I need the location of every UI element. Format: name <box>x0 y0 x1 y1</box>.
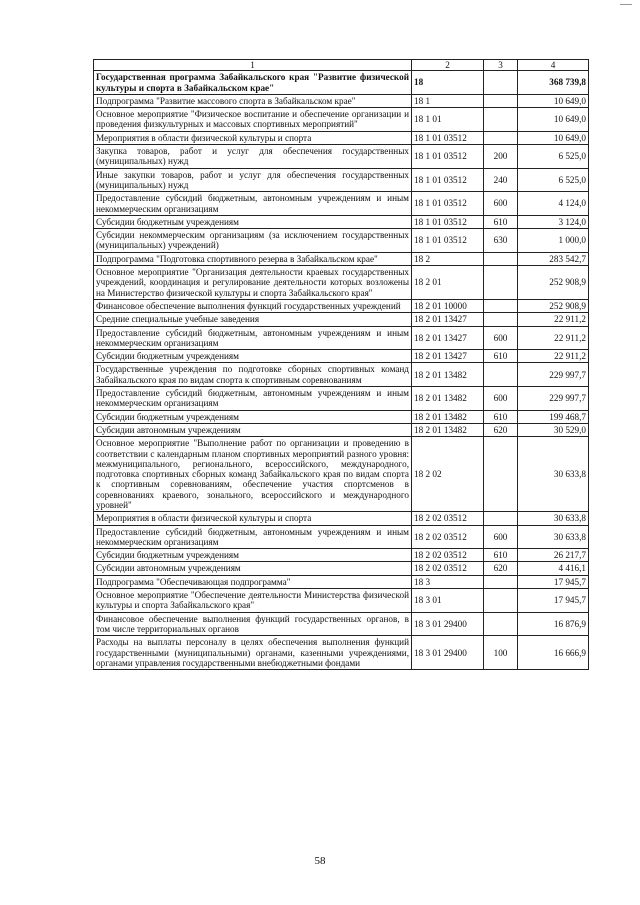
row-amount-cell: 17 945,7 <box>518 575 589 588</box>
table-row <box>94 525 589 549</box>
row-code-cell: 18 2 01 13482 <box>412 423 484 436</box>
row-code-cell: 18 1 01 03512 <box>412 192 484 216</box>
row-amount-cell: 22 911,2 <box>518 350 589 363</box>
row-amount-cell: 252 908,9 <box>518 299 589 312</box>
row-name-cell: Основное мероприятие "Организация деятельности краевых государственных учреждений, координация и регулирование деятельности которых возложены на Министерство физической культуры и спорта Забайкальского края" <box>94 266 412 300</box>
row-code-cell: 18 2 01 13427 <box>412 326 484 350</box>
row-code-cell: 18 2 01 13482 <box>412 363 484 387</box>
table-row <box>94 145 589 169</box>
table-row <box>94 549 589 562</box>
row-code-cell: 18 1 01 <box>412 108 484 132</box>
row-expense-type-cell: 610 <box>484 215 518 228</box>
row-amount-cell: 252 908,9 <box>518 266 589 300</box>
row-code-cell: 18 2 01 13427 <box>412 313 484 326</box>
row-expense-type-cell <box>484 575 518 588</box>
row-expense-type-cell <box>484 313 518 326</box>
row-expense-type-cell <box>484 94 518 107</box>
table-body <box>94 71 589 670</box>
row-expense-type-cell <box>484 299 518 312</box>
table-row <box>94 423 589 436</box>
row-expense-type-cell <box>484 437 518 512</box>
table-row <box>94 168 589 192</box>
row-expense-type-cell: 600 <box>484 192 518 216</box>
row-expense-type-cell <box>484 589 518 613</box>
table-row <box>94 387 589 411</box>
row-expense-type-cell <box>484 252 518 265</box>
row-name-cell: Финансовое обеспечение выполнения функций государственных учреждений <box>94 299 412 312</box>
row-expense-type-cell: 200 <box>484 145 518 169</box>
row-code-cell: 18 1 01 03512 <box>412 215 484 228</box>
row-code-cell: 18 3 01 29400 <box>412 612 484 636</box>
row-name-cell: Основное мероприятие "Физическое воспитание и обеспечение организации и проведения физкультурных и массовых спортивных мероприятий" <box>94 108 412 132</box>
row-name-cell: Субсидии некоммерческим организациям (за исключением государственных (муниципальных) учреждений) <box>94 229 412 253</box>
row-code-cell: 18 1 <box>412 94 484 107</box>
row-code-cell: 18 1 01 03512 <box>412 168 484 192</box>
table-row <box>94 410 589 423</box>
row-expense-type-cell <box>484 363 518 387</box>
row-name-cell: Мероприятия в области физической культуры и спорта <box>94 131 412 144</box>
row-amount-cell: 30 633,8 <box>518 525 589 549</box>
row-name-cell: Подпрограмма "Развитие массового спорта в Забайкальском крае" <box>94 94 412 107</box>
row-amount-cell: 4 416,1 <box>518 562 589 575</box>
row-name-cell: Субсидии автономным учреждениям <box>94 562 412 575</box>
row-code-cell: 18 3 01 <box>412 589 484 613</box>
table-row <box>94 192 589 216</box>
table-row <box>94 94 589 107</box>
row-code-cell: 18 2 02 03512 <box>412 525 484 549</box>
row-expense-type-cell: 100 <box>484 636 518 670</box>
row-code-cell: 18 2 01 13427 <box>412 350 484 363</box>
column-header: 1 <box>94 60 412 71</box>
table-row <box>94 562 589 575</box>
row-name-cell: Подпрограмма "Подготовка спортивного резерва в Забайкальском крае" <box>94 252 412 265</box>
table-row <box>94 350 589 363</box>
row-name-cell: Основное мероприятие "Выполнение работ по организации и проведению в соответствии с календарным планом спортивных мероприятий разного уровня: межмуниципального, регионального, всероссийского, международного, подготовка спортивных сборных команд Забайкальского края по видам спорта к спортивным соревнованиям, обеспечение участия спортсменов в соревнованиях краевого, зонального, всероссийского и международного уровней" <box>94 437 412 512</box>
row-code-cell: 18 2 01 13482 <box>412 410 484 423</box>
row-amount-cell: 6 525,0 <box>518 168 589 192</box>
row-expense-type-cell: 600 <box>484 387 518 411</box>
row-name-cell: Финансовое обеспечение выполнения функций государственных органов, в том числе территориальных органов <box>94 612 412 636</box>
row-amount-cell: 17 945,7 <box>518 589 589 613</box>
table-row <box>94 71 589 95</box>
row-code-cell: 18 2 <box>412 252 484 265</box>
row-expense-type-cell: 620 <box>484 423 518 436</box>
row-amount-cell: 229 997,7 <box>518 363 589 387</box>
row-code-cell: 18 2 01 13482 <box>412 387 484 411</box>
column-header: 4 <box>518 60 589 71</box>
row-amount-cell: 30 529,0 <box>518 423 589 436</box>
row-expense-type-cell: 620 <box>484 562 518 575</box>
table-row <box>94 299 589 312</box>
row-amount-cell: 30 633,8 <box>518 512 589 525</box>
table-row <box>94 229 589 253</box>
row-name-cell: Предоставление субсидий бюджетным, автономным учреждениям и иным некоммерческим организациям <box>94 387 412 411</box>
row-name-cell: Подпрограмма "Обеспечивающая подпрограмма" <box>94 575 412 588</box>
table-row <box>94 313 589 326</box>
row-code-cell: 18 1 01 03512 <box>412 229 484 253</box>
row-name-cell: Субсидии бюджетным учреждениям <box>94 549 412 562</box>
row-amount-cell: 4 124,0 <box>518 192 589 216</box>
row-expense-type-cell <box>484 512 518 525</box>
row-amount-cell: 10 649,0 <box>518 131 589 144</box>
row-expense-type-cell <box>484 71 518 95</box>
row-name-cell: Государственная программа Забайкальского края "Развитие физической культуры и спорта в Забайкальском крае" <box>94 71 412 95</box>
row-amount-cell: 1 000,0 <box>518 229 589 253</box>
row-amount-cell: 30 633,8 <box>518 437 589 512</box>
table-row <box>94 512 589 525</box>
row-code-cell: 18 3 <box>412 575 484 588</box>
row-code-cell: 18 3 01 29400 <box>412 636 484 670</box>
row-name-cell: Субсидии бюджетным учреждениям <box>94 410 412 423</box>
row-name-cell: Субсидии бюджетным учреждениям <box>94 215 412 228</box>
row-amount-cell: 283 542,7 <box>518 252 589 265</box>
table-row <box>94 252 589 265</box>
table-row <box>94 589 589 613</box>
row-amount-cell: 22 911,2 <box>518 326 589 350</box>
row-name-cell: Предоставление субсидий бюджетным, автономным учреждениям и иным некоммерческим организациям <box>94 525 412 549</box>
row-expense-type-cell <box>484 612 518 636</box>
row-name-cell: Расходы на выплаты персоналу в целях обеспечения выполнения функций государственными (муниципальными) органами, казенными учреждениями, органами управления государственными внебюджетными фондами <box>94 636 412 670</box>
row-amount-cell: 22 911,2 <box>518 313 589 326</box>
row-amount-cell: 3 124,0 <box>518 215 589 228</box>
row-amount-cell: 10 649,0 <box>518 94 589 107</box>
table-row <box>94 363 589 387</box>
row-expense-type-cell: 600 <box>484 525 518 549</box>
row-expense-type-cell <box>484 108 518 132</box>
row-code-cell: 18 2 01 10000 <box>412 299 484 312</box>
row-amount-cell: 16 666,9 <box>518 636 589 670</box>
column-header: 2 <box>412 60 484 71</box>
row-code-cell: 18 2 02 03512 <box>412 562 484 575</box>
budget-table <box>93 59 589 670</box>
table-row <box>94 636 589 670</box>
table-row <box>94 612 589 636</box>
table-row <box>94 326 589 350</box>
row-name-cell: Мероприятия в области физической культуры и спорта <box>94 512 412 525</box>
table-row <box>94 575 589 588</box>
scan-mark <box>620 4 632 5</box>
row-amount-cell: 368 739,8 <box>518 71 589 95</box>
row-name-cell: Средние специальные учебные заведения <box>94 313 412 326</box>
row-amount-cell: 10 649,0 <box>518 108 589 132</box>
row-amount-cell: 229 997,7 <box>518 387 589 411</box>
table-row <box>94 131 589 144</box>
row-code-cell: 18 1 01 03512 <box>412 131 484 144</box>
row-code-cell: 18 2 02 03512 <box>412 549 484 562</box>
row-code-cell: 18 2 02 <box>412 437 484 512</box>
row-amount-cell: 16 876,9 <box>518 612 589 636</box>
row-amount-cell: 199 468,7 <box>518 410 589 423</box>
table-row <box>94 437 589 512</box>
row-code-cell: 18 1 01 03512 <box>412 145 484 169</box>
row-name-cell: Основное мероприятие "Обеспечение деятельности Министерства физической культуры и спорта Забайкальского края" <box>94 589 412 613</box>
row-amount-cell: 6 525,0 <box>518 145 589 169</box>
row-expense-type-cell: 610 <box>484 549 518 562</box>
row-name-cell: Закупка товаров, работ и услуг для обеспечения государственных (муниципальных) нужд <box>94 145 412 169</box>
page-number: 58 <box>314 855 326 867</box>
row-code-cell: 18 <box>412 71 484 95</box>
row-name-cell: Предоставление субсидий бюджетным, автономным учреждениям и иным некоммерческим организациям <box>94 192 412 216</box>
table-row <box>94 108 589 132</box>
row-code-cell: 18 2 01 <box>412 266 484 300</box>
table-row <box>94 215 589 228</box>
row-expense-type-cell: 610 <box>484 410 518 423</box>
row-amount-cell: 26 217,7 <box>518 549 589 562</box>
row-expense-type-cell: 240 <box>484 168 518 192</box>
row-expense-type-cell <box>484 131 518 144</box>
row-name-cell: Субсидии автономным учреждениям <box>94 423 412 436</box>
row-name-cell: Иные закупки товаров, работ и услуг для обеспечения государственных (муниципальных) нужд <box>94 168 412 192</box>
row-name-cell: Предоставление субсидий бюджетным, автономным учреждениям и иным некоммерческим организациям <box>94 326 412 350</box>
row-expense-type-cell: 630 <box>484 229 518 253</box>
table-header-row <box>94 60 589 71</box>
row-expense-type-cell: 610 <box>484 350 518 363</box>
row-name-cell: Субсидии бюджетным учреждениям <box>94 350 412 363</box>
row-code-cell: 18 2 02 03512 <box>412 512 484 525</box>
row-expense-type-cell: 600 <box>484 326 518 350</box>
row-name-cell: Государственные учреждения по подготовке сборных спортивных команд Забайкальского края по видам спорта к спортивным соревнованиям <box>94 363 412 387</box>
table-row <box>94 266 589 300</box>
column-header: 3 <box>484 60 518 71</box>
row-expense-type-cell <box>484 266 518 300</box>
